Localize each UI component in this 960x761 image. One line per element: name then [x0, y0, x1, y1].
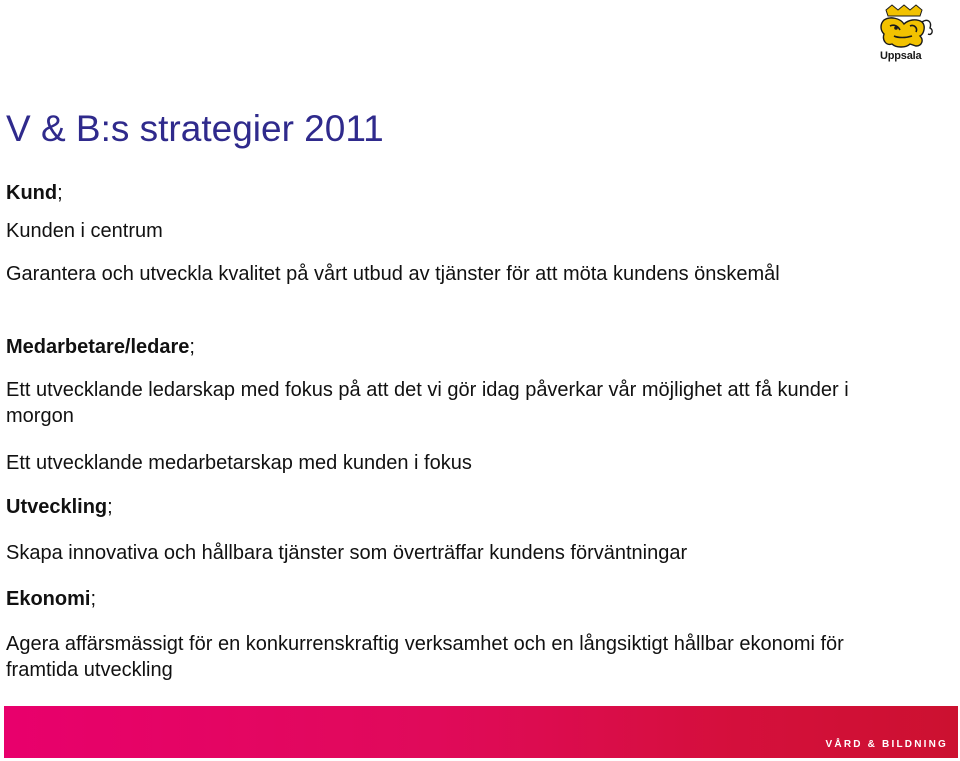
logo-text: Uppsala	[880, 50, 922, 62]
heading-text: Ekonomi	[6, 588, 91, 610]
section-heading-kund	[6, 180, 63, 206]
footer-bar	[4, 706, 958, 758]
section-item: Ett utvecklande ledarskap med fokus på att det vi gör idag påverkar vår möjlighet att få kunder i morgon	[6, 379, 849, 427]
heading-separator: ;	[189, 336, 195, 358]
section-heading-medarbetare	[6, 334, 195, 360]
heading-text: Utveckling	[6, 496, 108, 518]
slide-title: V & B:s strategier 2011	[6, 108, 384, 149]
section-item: Agera affärsmässigt för en konkurrenskraftig verksamhet och en långsiktigt hållbar ekonomi för framtida utveckling	[6, 633, 844, 681]
section-item: Kunden i centrum	[6, 220, 163, 242]
heading-separator: ;	[57, 182, 63, 204]
section-heading-utveckling	[6, 494, 113, 520]
section-heading-ekonomi	[6, 586, 96, 612]
heading-text: Medarbetare/ledare	[6, 336, 190, 358]
heading-separator: ;	[107, 496, 113, 518]
section-item: Garantera och utveckla kvalitet på vårt utbud av tjänster för att möta kundens önskemål	[6, 263, 780, 285]
heading-text: Kund	[6, 182, 58, 204]
footer-brand: VÅRD & BILDNING	[825, 739, 948, 750]
heading-separator: ;	[90, 588, 97, 610]
section-item: Skapa innovativa och hållbara tjänster som överträffar kundens förväntningar	[6, 542, 688, 564]
section-item: Ett utvecklande medarbetarskap med kunden i fokus	[6, 452, 472, 474]
